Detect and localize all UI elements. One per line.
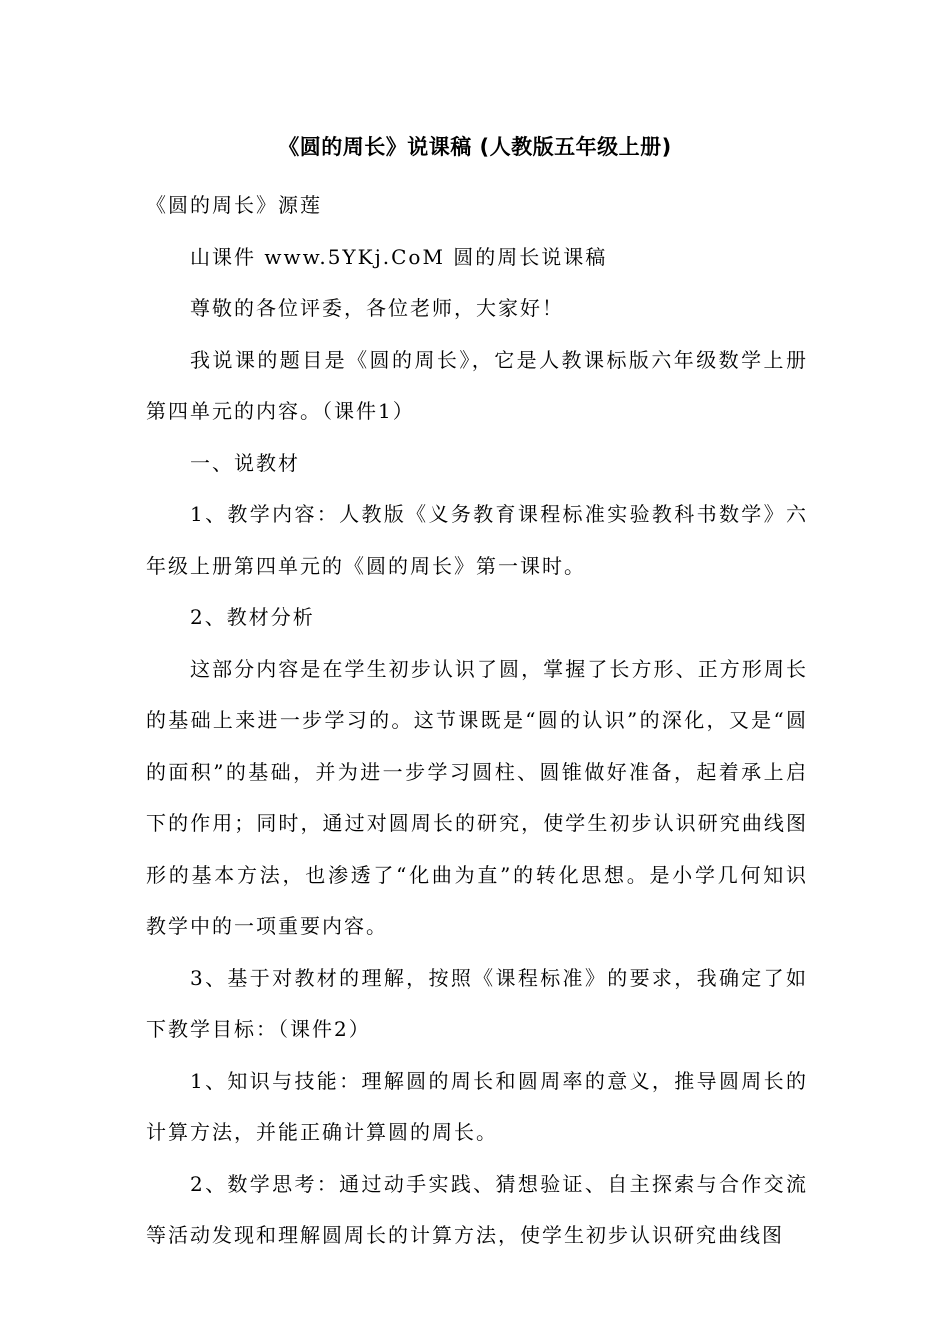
subheading-textbook-analysis: 2、教材分析 [190, 605, 315, 629]
paragraph-greeting: 尊敬的各位评委，各位老师，大家好！ [190, 296, 564, 320]
document-title: 《圆的周长》说课稿 (人教版五年级上册) [278, 135, 672, 159]
paragraph-objective-thinking: 2、数学思考：通过动手实践、猜想验证、自主探索与合作交流等活动发现和理解圆周长的计算方法，使学生初步认识研究曲线图 [146, 1171, 808, 1247]
section-heading-textbook: 一、说教材 [190, 450, 300, 475]
paragraph-source-line: 山课件 www.5YKj.CoM 圆的周长说课稿 [190, 244, 608, 269]
paragraph-teaching-content: 1、教学内容：人教版《义务教育课程标准实验教科书数学》六年级上册第四单元的《圆的周长》第一课时。 [146, 502, 808, 578]
paragraph-objectives-intro: 3、基于对教材的理解，按照《课程标准》的要求，我确定了如下教学目标：（课件2） [146, 965, 808, 1041]
paragraph-analysis: 这部分内容是在学生初步认识了圆，掌握了长方形、正方形周长的基础上来进一步学习的。这节课既是“圆的认识”的深化，又是“圆的面积”的基础，并为进一步学习圆柱、圆锥做好准备，起着承上启下的作用；同时，通过对圆周长的研究，使学生初步认识研究曲线图形的基本方法，也渗透了“化曲为直”的转化思想。是小学几何知识教学中的一项重要内容。 [146, 656, 808, 938]
paragraph-author-line: 《圆的周长》源莲 [146, 193, 322, 217]
document-body [146, 180, 808, 1262]
paragraph-objective-knowledge: 1、知识与技能：理解圆的周长和圆周率的意义，推导圆周长的计算方法，并能正确计算圆的周长。 [146, 1068, 808, 1144]
paragraph-topic: 我说课的题目是《圆的周长》，它是人教课标版六年级数学上册第四单元的内容。（课件1） [146, 347, 808, 423]
